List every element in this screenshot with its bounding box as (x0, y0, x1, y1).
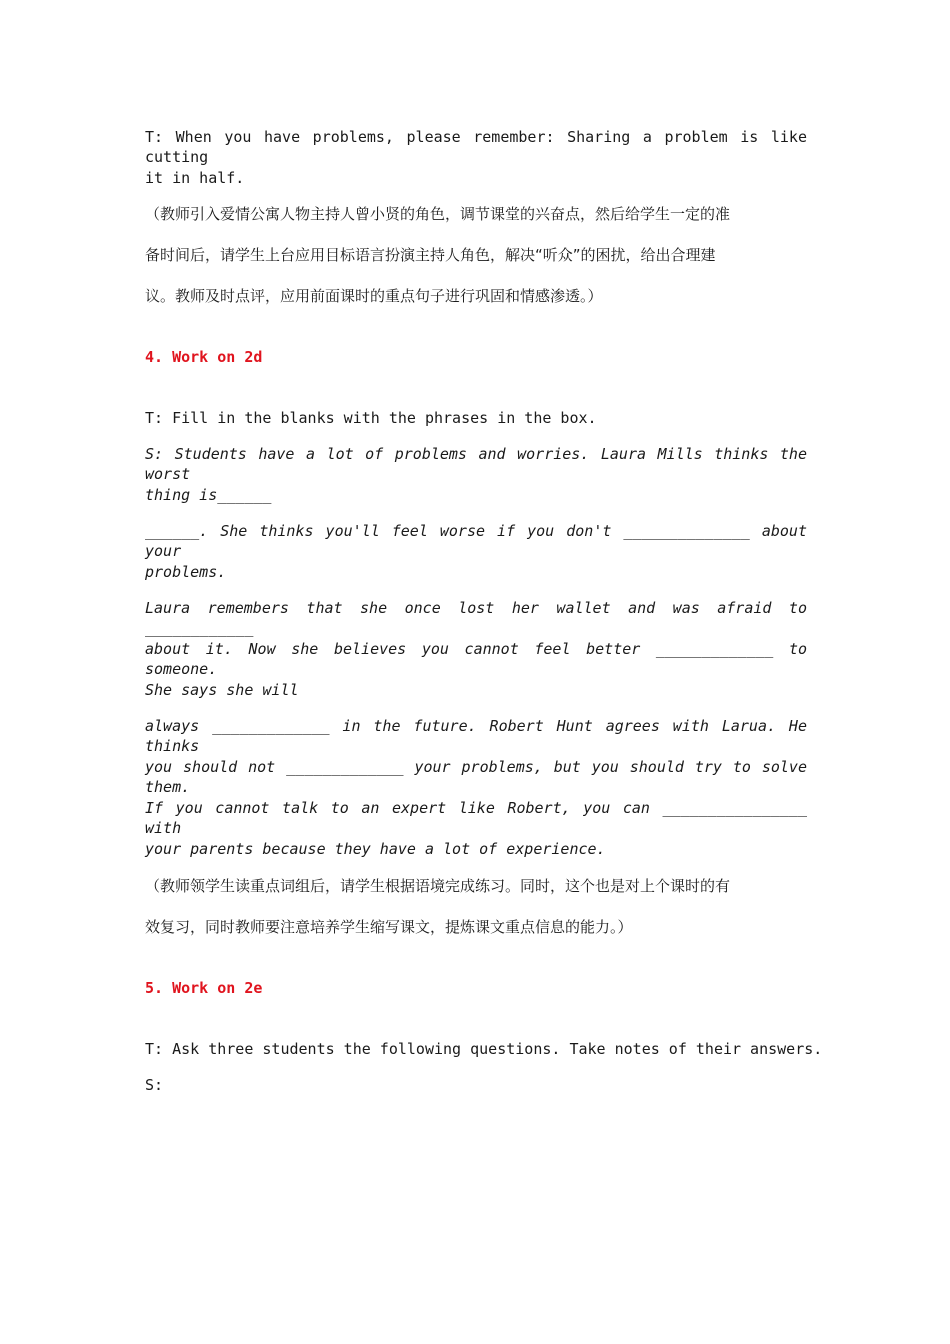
exercise-line: your parents because they have a lot of experience. (145, 840, 606, 858)
exercise-line: problems. (145, 563, 227, 581)
exercise-line: S: Students have a lot of problems and worries. Laura Mills thinks the worst (145, 445, 807, 483)
exercise-line: She says she will (145, 681, 299, 699)
exercise-line: Laura remembers that she once lost her wallet and was afraid to ____________ (145, 599, 807, 637)
teacher-note: 效复习，同时教师要注意培养学生缩写课文，提炼课文重点信息的能力。） (145, 918, 633, 936)
teacher-line: T: When you have problems, please remember: Sharing a problem is like cutting (145, 128, 807, 166)
exercise-line: you should not _____________ your problems, but you should try to solve them. (145, 758, 807, 796)
exercise-line: always _____________ in the future. Robert Hunt agrees with Larua. He thinks (145, 717, 807, 755)
section-heading: 4. Work on 2d (145, 348, 263, 366)
teacher-line: it in half. (145, 169, 245, 187)
exercise-line: If you cannot talk to an expert like Robert, you can ________________ with (145, 799, 807, 837)
teacher-note: 备时间后，请学生上台应用目标语言扮演主持人角色，解决“听众”的困扰，给出合理建 (145, 246, 716, 264)
teacher-line: T: Fill in the blanks with the phrases in the box. (145, 409, 597, 427)
teacher-note: （教师领学生读重点词组后，请学生根据语境完成练习。同时，这个也是对上个课时的有 (145, 877, 731, 895)
section-heading: 5. Work on 2e (145, 979, 263, 997)
exercise-line: thing is______ (145, 486, 272, 504)
teacher-line: T: Ask three students the following questions. Take notes of their answers. (145, 1040, 823, 1058)
teacher-note: （教师引入爱情公寓人物主持人曾小贤的角色，调节课堂的兴奋点，然后给学生一定的准 (145, 205, 731, 223)
student-line: S: (145, 1076, 164, 1094)
exercise-line: ______. She thinks you'll feel worse if you don't ______________ about your (145, 522, 807, 560)
exercise-line: about it. Now she believes you cannot feel better _____________ to someone. (145, 640, 807, 678)
teacher-note: 议。教师及时点评，应用前面课时的重点句子进行巩固和情感渗透。） (145, 287, 603, 305)
